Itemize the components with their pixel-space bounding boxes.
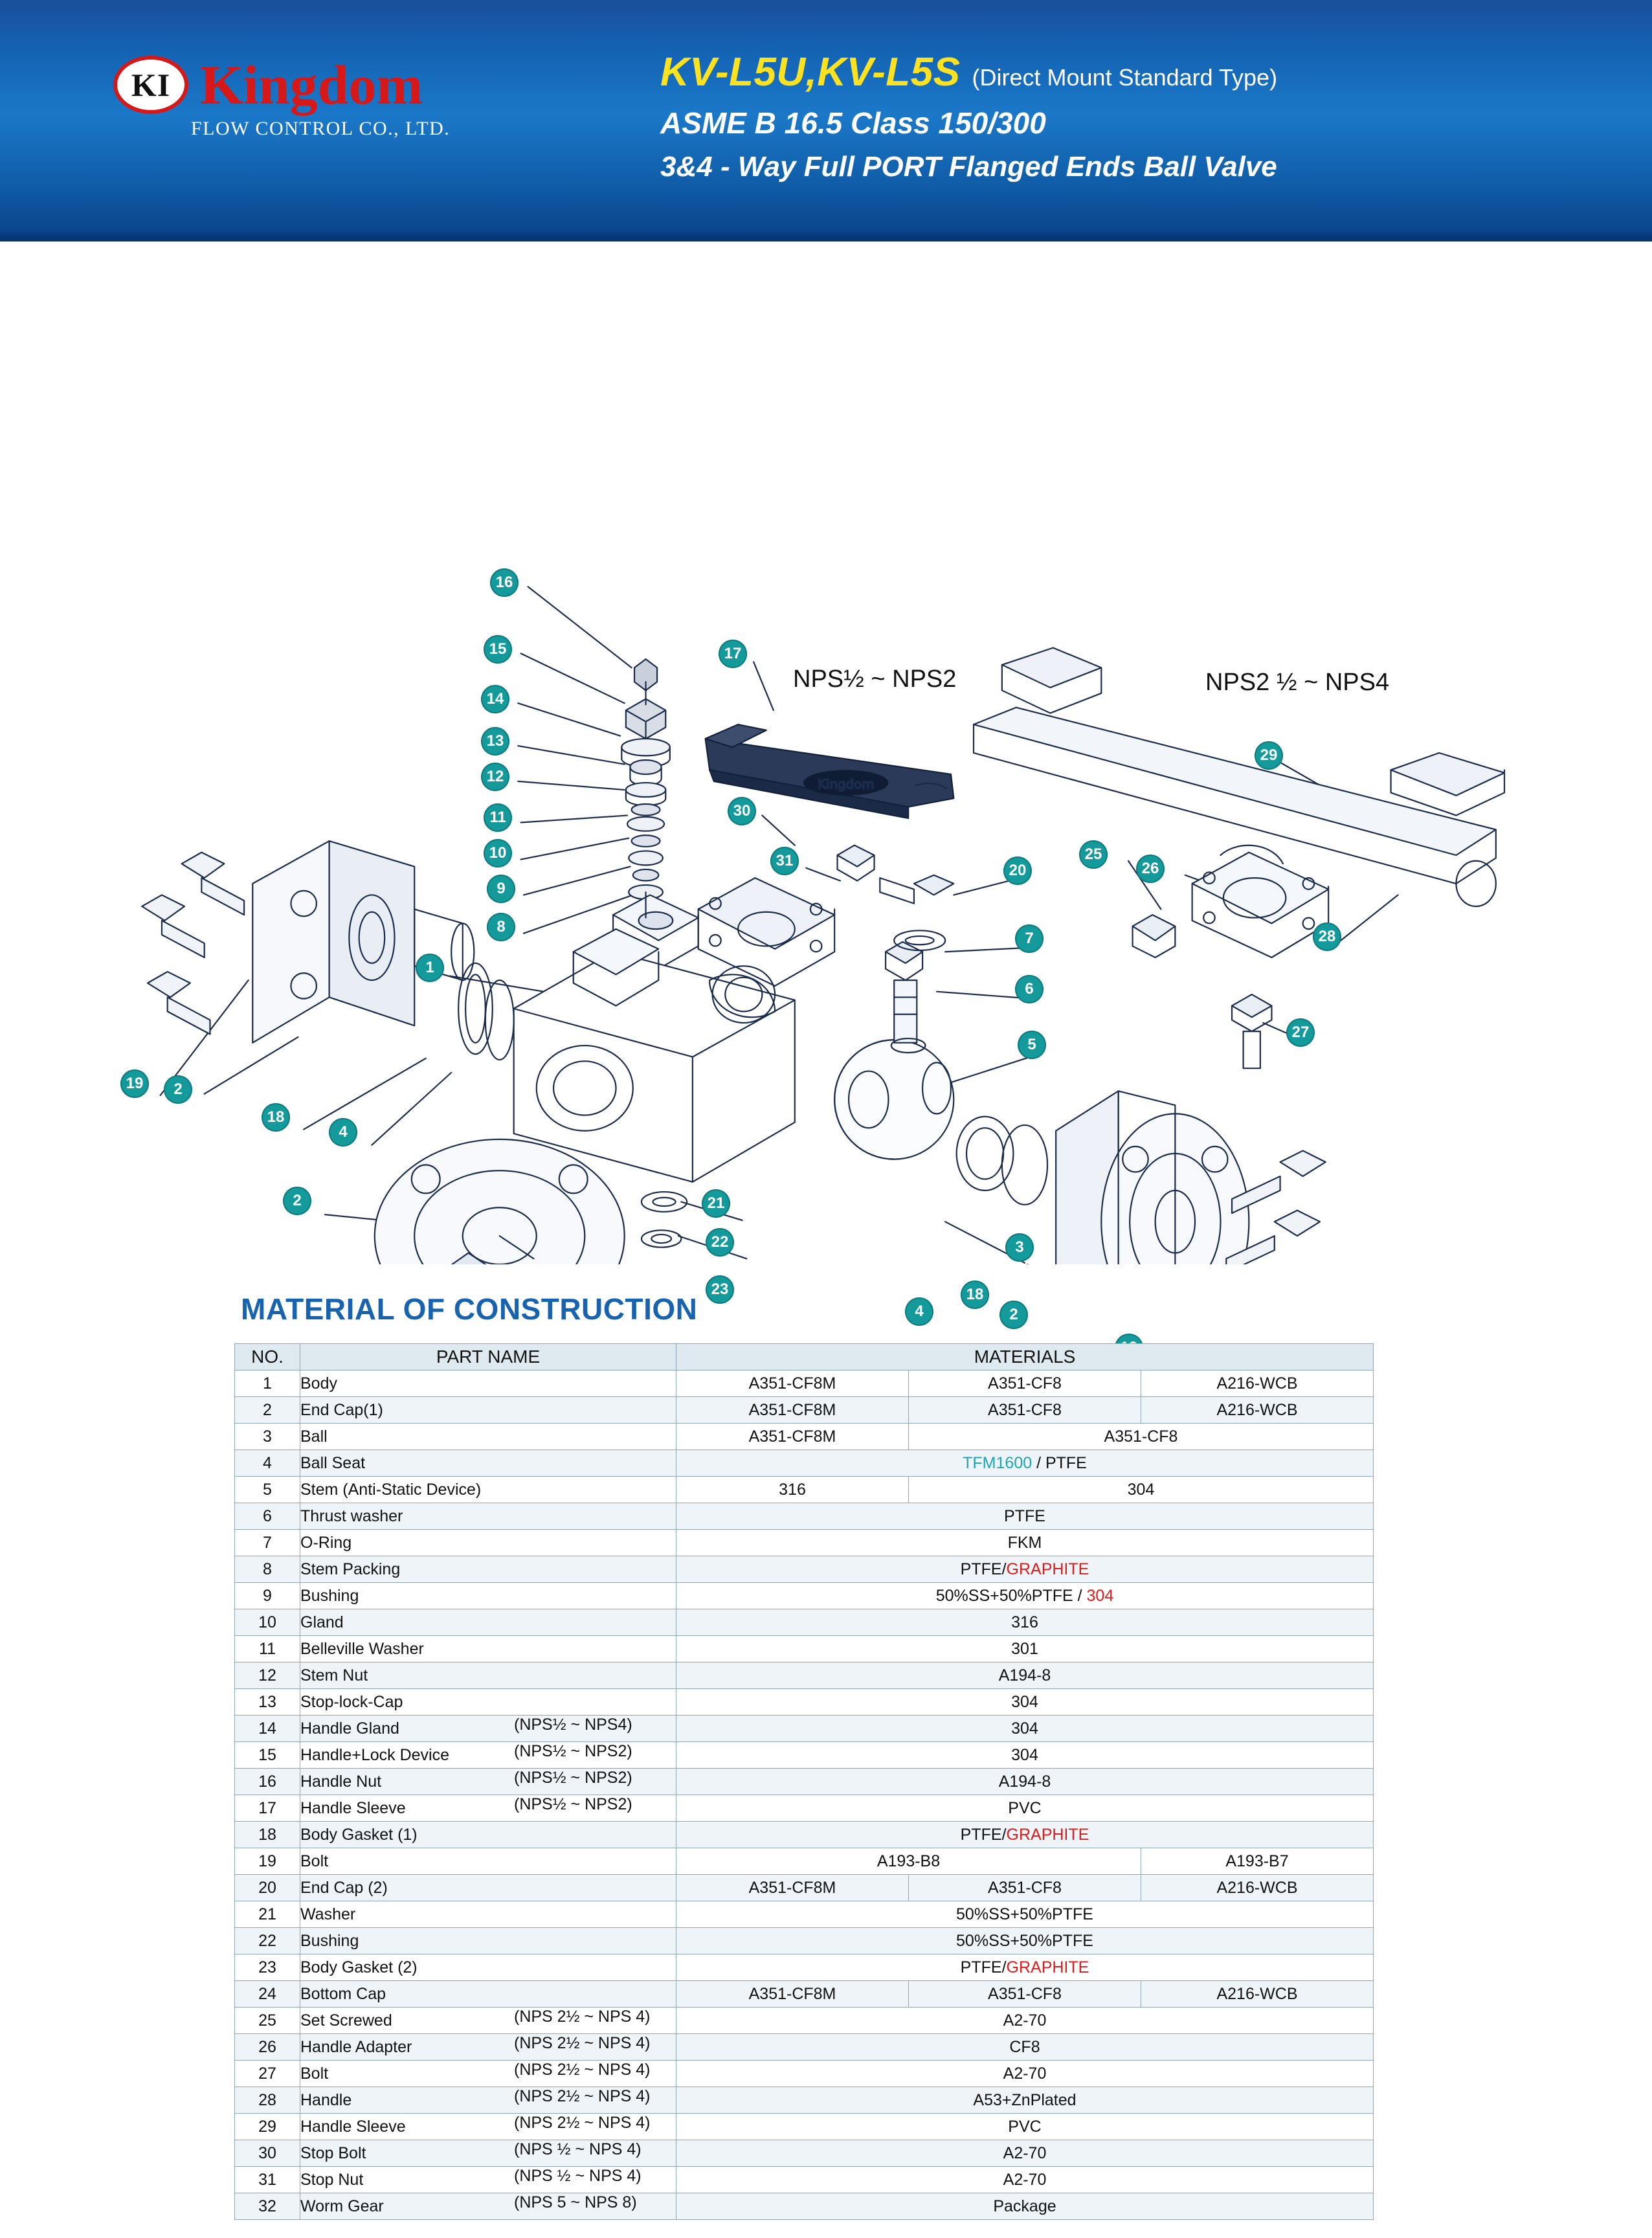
balloon-13: 13 <box>481 727 509 755</box>
cell-material: A351-CF8 <box>909 1875 1141 1901</box>
table-row <box>235 1742 1374 1769</box>
balloon-8: 8 <box>487 913 515 941</box>
description-line: 3&4 - Way Full PORT Flanged Ends Ball Valve <box>660 151 1277 183</box>
balloon-9: 9 <box>487 875 515 903</box>
label-large-size-range: NPS2 ½ ~ NPS4 <box>1205 669 1390 696</box>
cell-no: 30 <box>235 2140 300 2167</box>
section-title: MATERIAL OF CONSTRUCTION <box>241 1292 698 1326</box>
balloon-25: 25 <box>1079 840 1108 869</box>
cell-part-name: Gland <box>300 1609 676 1636</box>
cell-material: A351-CF8M <box>676 1371 909 1397</box>
cell-part-name: Stem Nut <box>300 1662 676 1689</box>
cell-no: 24 <box>235 1981 300 2008</box>
cell-material: PVC <box>676 2114 1374 2140</box>
table-row <box>235 2193 1374 2220</box>
page-header <box>0 0 1652 241</box>
cell-part-name: Ball <box>300 1424 676 1450</box>
cell-material: A216-WCB <box>1141 1397 1374 1424</box>
table-row <box>235 1556 1374 1583</box>
ki-monogram-icon <box>113 56 188 114</box>
cell-material: A351-CF8M <box>676 1981 909 2008</box>
cell-material: 50%SS+50%PTFE <box>676 1901 1374 1928</box>
material-table-wrapper <box>234 1343 1374 2220</box>
cell-part-name: Stem Packing <box>300 1556 676 1583</box>
cell-no: 17 <box>235 1795 300 1822</box>
cell-material: PTFE/GRAPHITE <box>676 1822 1374 1848</box>
cell-material: PVC <box>676 1795 1374 1822</box>
cell-material: A216-WCB <box>1141 1875 1374 1901</box>
cell-no: 8 <box>235 1556 300 1583</box>
cell-material: A351-CF8 <box>909 1397 1141 1424</box>
table-row <box>235 2114 1374 2140</box>
cell-no: 15 <box>235 1742 300 1769</box>
table-row <box>235 2061 1374 2087</box>
table-row <box>235 1424 1374 1450</box>
balloon-28: 28 <box>1313 923 1341 951</box>
table-row <box>235 2140 1374 2167</box>
table-row <box>235 1848 1374 1875</box>
col-materials: MATERIALS <box>676 1344 1374 1371</box>
cell-no: 22 <box>235 1928 300 1954</box>
cell-part-name: Bolt (NPS 2½ ~ NPS 4) <box>300 2061 676 2087</box>
cell-part-note: (NPS½ ~ NPS2) <box>514 1742 632 1760</box>
cell-no: 23 <box>235 1954 300 1981</box>
cell-no: 4 <box>235 1450 300 1477</box>
cell-no: 13 <box>235 1689 300 1716</box>
cell-no: 27 <box>235 2061 300 2087</box>
cell-material: Package <box>676 2193 1374 2220</box>
balloon-4-left: 4 <box>329 1118 357 1147</box>
balloon-23: 23 <box>706 1275 734 1304</box>
cell-part-name: Stop-lock-Cap <box>300 1689 676 1716</box>
balloon-16: 16 <box>490 568 519 597</box>
cell-material: 316 <box>676 1477 909 1503</box>
cell-part-name: Set Screwed (NPS 2½ ~ NPS 4) <box>300 2008 676 2034</box>
model-title: KV-L5U,KV-L5S <box>660 50 961 95</box>
balloon-22: 22 <box>706 1228 734 1257</box>
cell-part-name: Handle Nut (NPS½ ~ NPS2) <box>300 1769 676 1795</box>
table-row <box>235 1662 1374 1689</box>
cell-part-name: Body Gasket (2) <box>300 1954 676 1981</box>
balloon-1: 1 <box>416 954 444 982</box>
cell-part-note: (NPS 2½ ~ NPS 4) <box>514 2087 651 2105</box>
cell-no: 26 <box>235 2034 300 2061</box>
logo-subtitle: FLOW CONTROL CO., LTD. <box>191 118 451 139</box>
cell-no: 7 <box>235 1530 300 1556</box>
cell-no: 12 <box>235 1662 300 1689</box>
cell-no: 19 <box>235 1848 300 1875</box>
cell-part-name: Stem (Anti-Static Device) <box>300 1477 676 1503</box>
cell-no: 16 <box>235 1769 300 1795</box>
model-note: (Direct Mount Standard Type) <box>972 64 1278 91</box>
cell-part-name: Bushing <box>300 1583 676 1609</box>
cell-material: A351-CF8M <box>676 1397 909 1424</box>
cell-material: A2-70 <box>676 2061 1374 2087</box>
balloon-18-right: 18 <box>961 1281 989 1309</box>
balloon-21: 21 <box>702 1189 730 1218</box>
table-row <box>235 2087 1374 2114</box>
cell-part-name: Worm Gear (NPS 5 ~ NPS 8) <box>300 2193 676 2220</box>
balloon-10: 10 <box>484 839 512 867</box>
table-row <box>235 1716 1374 1742</box>
cell-material: 301 <box>676 1636 1374 1662</box>
table-row <box>235 2034 1374 2061</box>
balloon-29: 29 <box>1255 741 1283 770</box>
table-row <box>235 1636 1374 1662</box>
logo-mark-text: KI <box>131 67 171 103</box>
table-row <box>235 1981 1374 2008</box>
table-row <box>235 1530 1374 1556</box>
cell-no: 29 <box>235 2114 300 2140</box>
cell-no: 31 <box>235 2167 300 2193</box>
table-row <box>235 1371 1374 1397</box>
cell-no: 1 <box>235 1371 300 1397</box>
table-row <box>235 1795 1374 1822</box>
table-row <box>235 1928 1374 1954</box>
cell-material: A351-CF8 <box>909 1424 1374 1450</box>
cell-material: 304 <box>676 1716 1374 1742</box>
cell-no: 2 <box>235 1397 300 1424</box>
cell-material: 316 <box>676 1609 1374 1636</box>
cell-material: A216-WCB <box>1141 1981 1374 2008</box>
table-header-row <box>235 1344 1374 1371</box>
cell-part-name: Handle (NPS 2½ ~ NPS 4) <box>300 2087 676 2114</box>
balloon-5: 5 <box>1018 1031 1046 1059</box>
cell-part-name: Bushing <box>300 1928 676 1954</box>
balloon-18-left: 18 <box>262 1103 290 1132</box>
cell-no: 18 <box>235 1822 300 1848</box>
cell-material: A216-WCB <box>1141 1371 1374 1397</box>
logo-wordmark: Kingdom <box>200 54 423 116</box>
cell-material: 50%SS+50%PTFE / 304 <box>676 1583 1374 1609</box>
cell-no: 9 <box>235 1583 300 1609</box>
cell-material: A2-70 <box>676 2140 1374 2167</box>
balloon-4-right: 4 <box>905 1297 933 1326</box>
header-title-block <box>660 49 1579 183</box>
balloon-2-left-bottom: 2 <box>283 1187 311 1215</box>
balloon-26: 26 <box>1136 855 1165 883</box>
cell-material: A2-70 <box>676 2008 1374 2034</box>
cell-no: 28 <box>235 2087 300 2114</box>
cell-part-name: Ball Seat <box>300 1450 676 1477</box>
cell-material: 50%SS+50%PTFE <box>676 1928 1374 1954</box>
label-small-size-range: NPS½ ~ NPS2 <box>793 666 957 693</box>
cell-material: A193-B8 <box>676 1848 1141 1875</box>
cell-material: 304 <box>909 1477 1374 1503</box>
balloon-19-left: 19 <box>120 1069 149 1098</box>
table-row <box>235 1609 1374 1636</box>
cell-part-name: Handle Sleeve (NPS½ ~ NPS2) <box>300 1795 676 1822</box>
cell-part-name: Washer <box>300 1901 676 1928</box>
balloon-3: 3 <box>1005 1233 1034 1262</box>
cell-no: 25 <box>235 2008 300 2034</box>
balloon-2-right: 2 <box>999 1301 1028 1329</box>
cell-no: 5 <box>235 1477 300 1503</box>
cell-material: A53+ZnPlated <box>676 2087 1374 2114</box>
cell-material: FKM <box>676 1530 1374 1556</box>
cell-part-name: Bottom Cap <box>300 1981 676 2008</box>
cell-no: 10 <box>235 1609 300 1636</box>
table-row <box>235 1689 1374 1716</box>
balloon-20: 20 <box>1003 856 1032 885</box>
svg-text:Kingdom: Kingdom <box>818 776 875 792</box>
cell-part-name: Stop Nut (NPS ½ ~ NPS 4) <box>300 2167 676 2193</box>
cell-part-name: Stop Bolt (NPS ½ ~ NPS 4) <box>300 2140 676 2167</box>
cell-material: A193-B7 <box>1141 1848 1374 1875</box>
col-part-name: PART NAME <box>300 1344 676 1371</box>
balloon-17: 17 <box>719 640 747 668</box>
cell-part-note: (NPS½ ~ NPS2) <box>514 1795 632 1813</box>
cell-part-name: Handle Sleeve (NPS 2½ ~ NPS 4) <box>300 2114 676 2140</box>
company-logo <box>113 56 566 140</box>
cell-material: 304 <box>676 1742 1374 1769</box>
cell-material: A194-8 <box>676 1769 1374 1795</box>
cell-part-name: Bolt <box>300 1848 676 1875</box>
cell-part-note: (NPS ½ ~ NPS 4) <box>514 2167 642 2185</box>
table-body <box>235 1371 1374 2220</box>
balloon-30: 30 <box>728 797 756 825</box>
cell-no: 3 <box>235 1424 300 1450</box>
cell-part-name: Handle Adapter (NPS 2½ ~ NPS 4) <box>300 2034 676 2061</box>
cell-part-note: (NPS 2½ ~ NPS 4) <box>514 2034 651 2052</box>
balloon-7: 7 <box>1015 924 1044 953</box>
cell-material: A351-CF8 <box>909 1981 1141 2008</box>
cell-material: TFM1600 / PTFE <box>676 1450 1374 1477</box>
table-row <box>235 1901 1374 1928</box>
table-row <box>235 1477 1374 1503</box>
cell-part-name: Thrust washer <box>300 1503 676 1530</box>
cell-material: A351-CF8M <box>676 1424 909 1450</box>
cell-part-note: (NPS 5 ~ NPS 8) <box>514 2193 637 2211</box>
balloon-12: 12 <box>481 763 509 791</box>
cell-part-name: O-Ring <box>300 1530 676 1556</box>
cell-no: 14 <box>235 1716 300 1742</box>
balloon-31: 31 <box>770 847 799 875</box>
col-no: NO. <box>235 1344 300 1371</box>
cell-material: A351-CF8 <box>909 1371 1141 1397</box>
cell-no: 6 <box>235 1503 300 1530</box>
table-row <box>235 1450 1374 1477</box>
cell-material: PTFE/GRAPHITE <box>676 1954 1374 1981</box>
table-row <box>235 1954 1374 1981</box>
cell-material: 304 <box>676 1689 1374 1716</box>
cell-part-note: (NPS½ ~ NPS4) <box>514 1716 632 1734</box>
cell-no: 32 <box>235 2193 300 2220</box>
table-row <box>235 1769 1374 1795</box>
balloon-27: 27 <box>1286 1018 1315 1047</box>
cell-part-note: (NPS 2½ ~ NPS 4) <box>514 2114 651 2132</box>
balloon-14: 14 <box>481 685 509 713</box>
table-row <box>235 2167 1374 2193</box>
cell-material: PTFE <box>676 1503 1374 1530</box>
cell-part-name: Handle+Lock Device (NPS½ ~ NPS2) <box>300 1742 676 1769</box>
cell-part-note: (NPS½ ~ NPS2) <box>514 1769 632 1787</box>
cell-part-name: End Cap(1) <box>300 1397 676 1424</box>
cell-no: 20 <box>235 1875 300 1901</box>
table-row <box>235 1397 1374 1424</box>
cell-part-note: (NPS ½ ~ NPS 4) <box>514 2140 642 2158</box>
table-row <box>235 2008 1374 2034</box>
cell-part-name: Handle Gland (NPS½ ~ NPS4) <box>300 1716 676 1742</box>
cell-no: 21 <box>235 1901 300 1928</box>
table-row <box>235 1822 1374 1848</box>
balloon-15: 15 <box>484 635 512 664</box>
cell-part-note: (NPS 2½ ~ NPS 4) <box>514 2008 651 2026</box>
valve-exploded-drawing <box>0 241 1652 1264</box>
balloon-2-left-top: 2 <box>164 1075 192 1104</box>
table-row <box>235 1583 1374 1609</box>
cell-material: A351-CF8M <box>676 1875 909 1901</box>
balloon-11: 11 <box>484 803 512 832</box>
cell-material: PTFE/GRAPHITE <box>676 1556 1374 1583</box>
cell-part-name: Body <box>300 1371 676 1397</box>
cell-part-name: Body Gasket (1) <box>300 1822 676 1848</box>
cell-part-name: End Cap (2) <box>300 1875 676 1901</box>
table-row <box>235 1503 1374 1530</box>
balloon-6: 6 <box>1015 975 1044 1003</box>
material-of-construction-table <box>234 1343 1374 2220</box>
cell-material: A2-70 <box>676 2167 1374 2193</box>
cell-part-name: Belleville Washer <box>300 1636 676 1662</box>
cell-part-note: (NPS 2½ ~ NPS 4) <box>514 2061 651 2079</box>
cell-no: 11 <box>235 1636 300 1662</box>
standard-line: ASME B 16.5 Class 150/300 <box>660 106 1046 140</box>
cell-material: CF8 <box>676 2034 1374 2061</box>
cell-material: A194-8 <box>676 1662 1374 1689</box>
table-row <box>235 1875 1374 1901</box>
